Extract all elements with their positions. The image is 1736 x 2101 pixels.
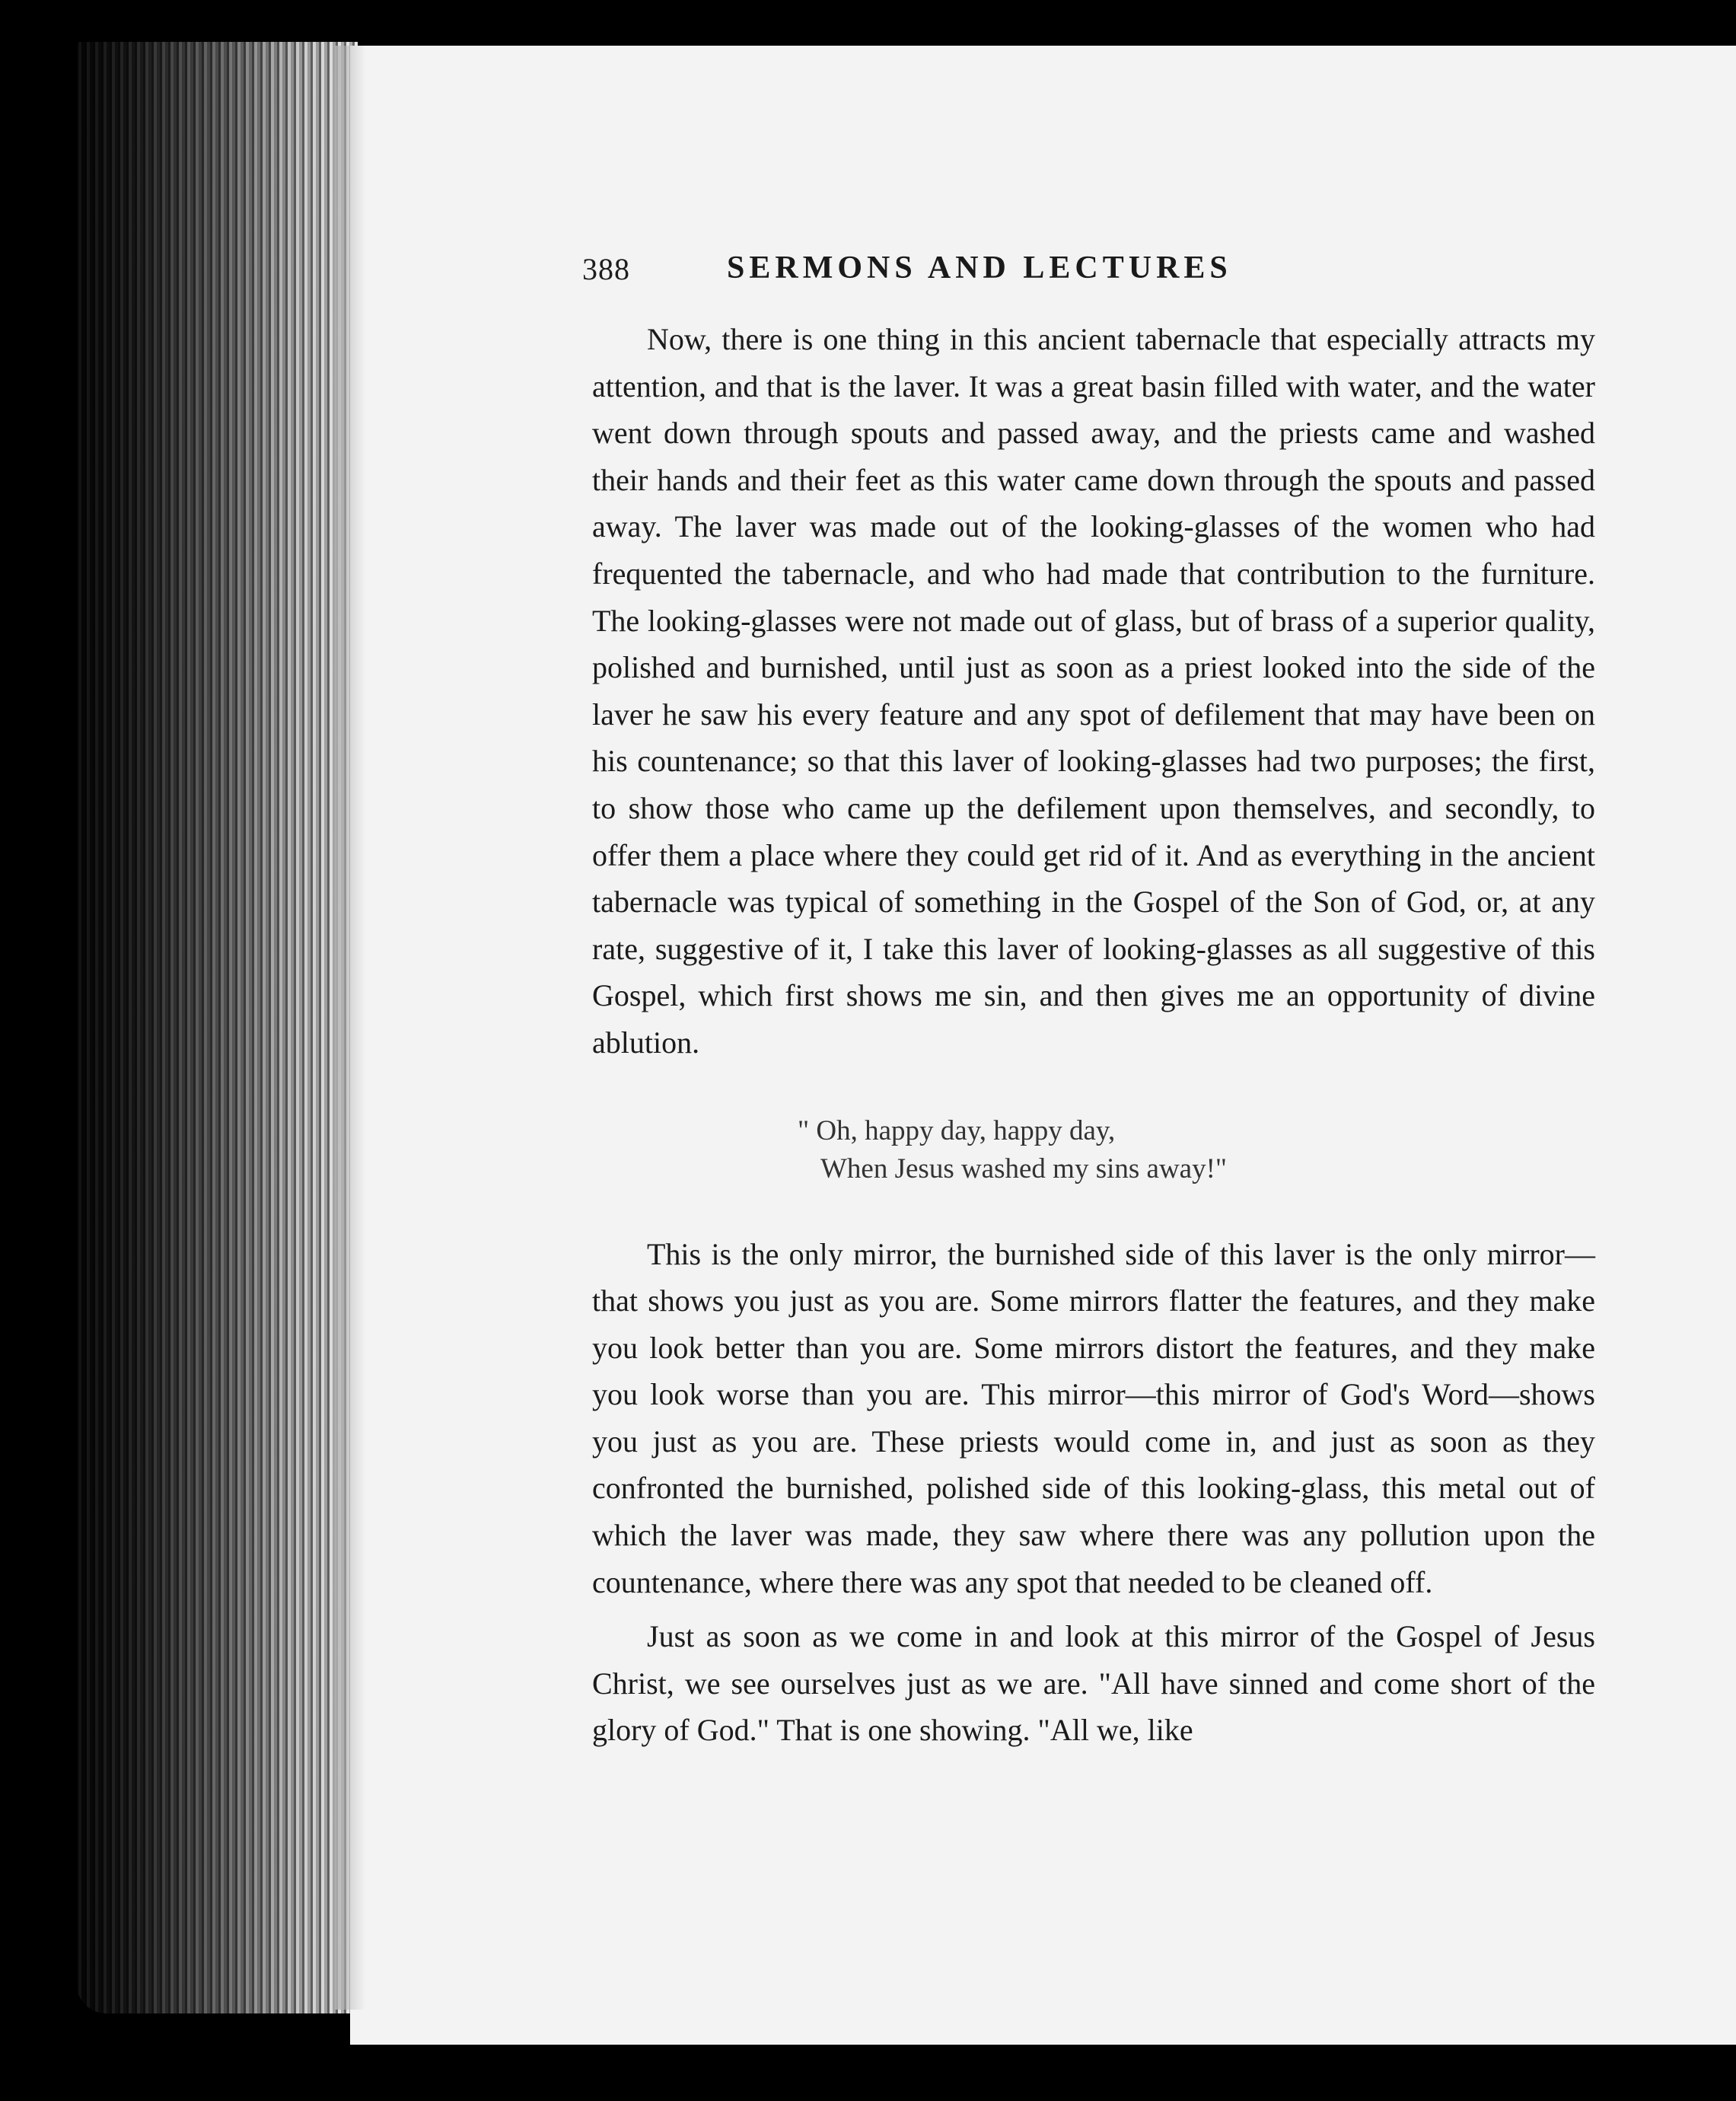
running-head: SERMONS AND LECTURES — [727, 250, 1232, 285]
hymn-quote — [798, 1112, 1595, 1188]
paragraph-2: This is the only mirror, the burnished side of this laver is the only mirror—that shows you just as you are. Some mirrors flatter the features, and they make you look better than you are. Some mirrors distort the features, and they make you look worse than you are. This mirror—this mirror of God's Word—shows you just as you are. These priests would come in, and just as soon as they confronted the burnished, polished side of this looking-glass, this metal out of which the laver was made, they saw where there was any pollution upon the countenance, where there was any spot that needed to be cleaned off. — [592, 1236, 1595, 1599]
paragraph-1: Now, there is one thing in this ancient tabernacle that especially attracts my attention, and that is the laver. It was a great basin filled with water, and the water went down through spouts and passed away, and the priests came and washed their hands and their feet as this water came down through the spouts and passed away. The laver was made out of the looking-glasses of the women who had frequented the tabernacle, and who had made that contribution to the furniture. The looking-glasses were not made out of glass, but of brass of a superior quality, polished and burnished, until just as soon as a priest looked into the side of the laver he saw his every feature and any spot of defilement that may have been on his countenance; so that this laver of looking-glasses had two purposes; the first, to show those who came up the defilement upon themselves, and secondly, to offer them a place where they could get rid of it. And as everything in the ancient tabernacle was typical of something in the Gospel of the Son of God, or, at any rate, suggestive of it, I take this laver of looking-glasses as all suggestive of this Gospel, which first shows me sin, and then gives me an opportunity of divine ablution. — [592, 322, 1595, 1060]
book-page-edges — [76, 42, 358, 2013]
quote-line-1: " Oh, happy day, happy day, — [798, 1114, 1116, 1146]
paragraph-3: Just as soon as we come in and look at this mirror of the Gospel of Jesus Christ, we see ourselves just as we are. "All have sinned and come short of the glory of God." That is one showing. "All we, like — [592, 1619, 1595, 1748]
bottom-margin-dark — [350, 2045, 1736, 2101]
page-gutter-shadow — [335, 46, 365, 2010]
page-number: 388 — [582, 252, 630, 286]
page-header — [582, 251, 1374, 297]
quote-line-2: When Jesus washed my sins away!" — [820, 1153, 1228, 1184]
page-body — [592, 316, 1595, 1754]
